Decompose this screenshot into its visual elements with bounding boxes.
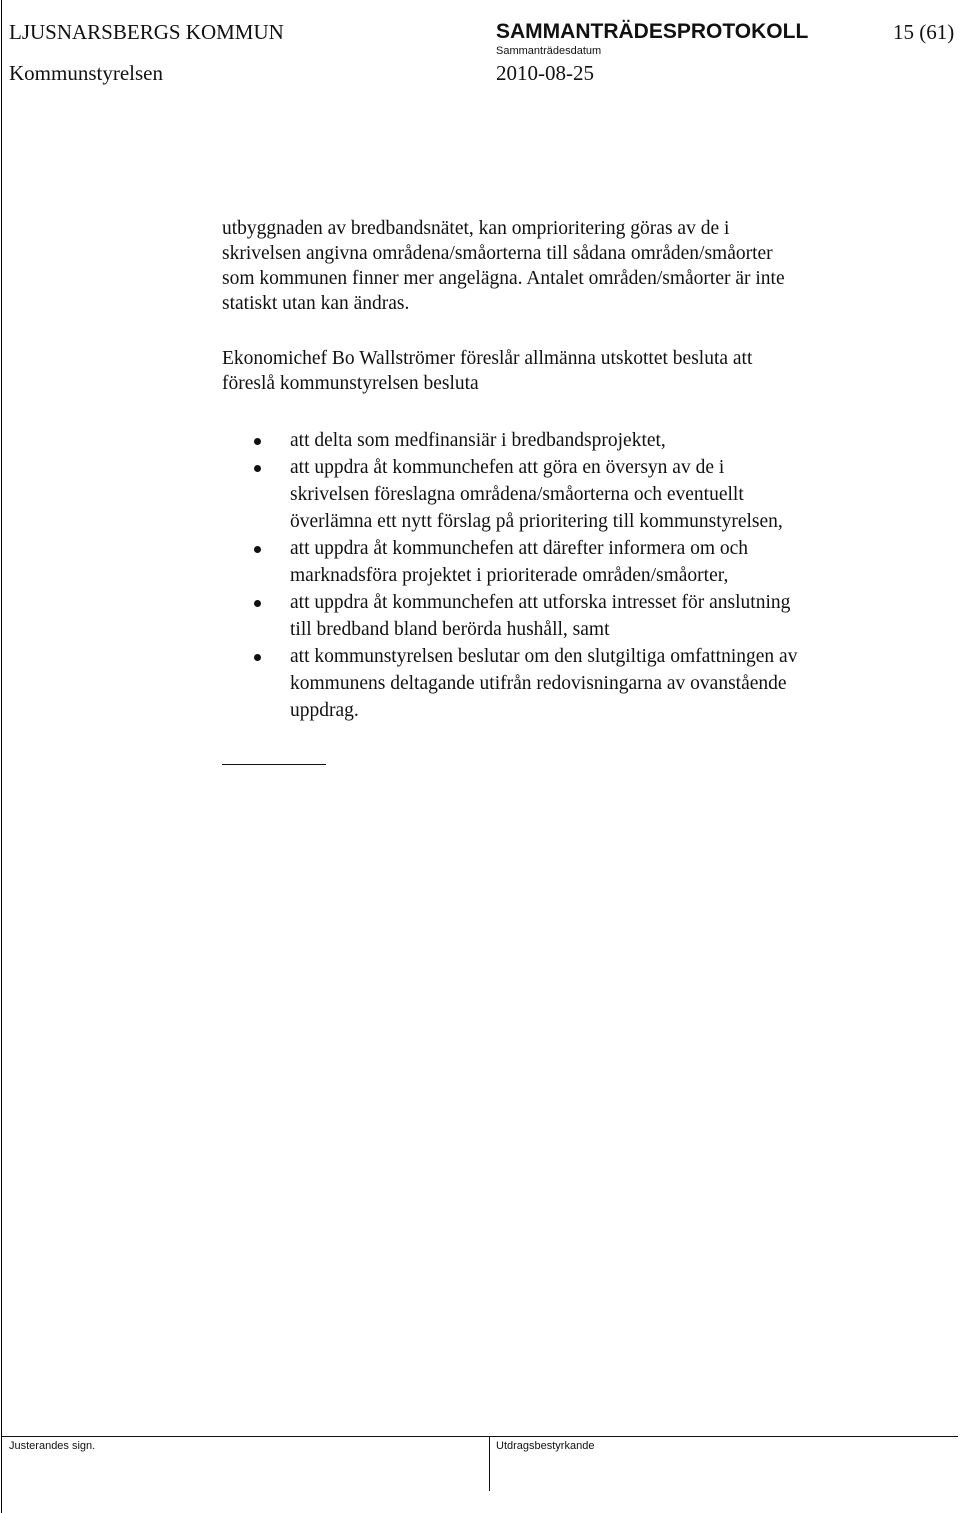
bullet-icon bbox=[254, 438, 261, 445]
decision-line: uppdrag. bbox=[290, 700, 359, 721]
document-type-title: SAMMANTRÄDESPROTOKOLL bbox=[496, 20, 809, 43]
section-end-rule bbox=[222, 764, 326, 765]
paragraph-line: statiskt utan kan ändras. bbox=[222, 293, 410, 314]
decision-line: att delta som medfinansiär i bredbandsprojektet, bbox=[290, 430, 666, 451]
decision-line: att uppdra åt kommunchefen att utforska intresset för anslutning bbox=[290, 592, 791, 613]
signature-label: Justerandes sign. bbox=[9, 1440, 96, 1452]
paragraph-line: föreslå kommunstyrelsen besluta bbox=[222, 373, 479, 394]
bullet-icon bbox=[254, 465, 261, 472]
paragraph-proposal bbox=[222, 346, 922, 396]
decision-line: överlämna ett nytt förslag på prioritering till kommunstyrelsen, bbox=[290, 511, 783, 532]
certification-label: Utdragsbestyrkande bbox=[496, 1440, 595, 1452]
decision-item bbox=[222, 535, 797, 589]
bullet-icon bbox=[254, 600, 261, 607]
decision-line: marknadsföra projektet i prioriterade områden/småorter, bbox=[290, 565, 729, 586]
decision-item bbox=[222, 643, 797, 724]
paragraph-line: utbyggnaden av bredbandsnätet, kan omprioritering göras av de i bbox=[222, 218, 730, 239]
decision-item bbox=[222, 427, 797, 454]
meeting-date: 2010-08-25 bbox=[496, 61, 594, 85]
decision-list bbox=[222, 427, 797, 724]
decision-line: att uppdra åt kommunchefen att göra en översyn av de i bbox=[290, 457, 725, 478]
committee-name: Kommunstyrelsen bbox=[9, 61, 163, 85]
page-left-border bbox=[1, 0, 2, 1513]
decision-line: skrivelsen föreslagna områdena/småorterna och eventuellt bbox=[290, 484, 744, 505]
decision-line: till bredband bland berörda hushåll, samt bbox=[290, 619, 610, 640]
decision-line: att kommunstyrelsen beslutar om den slutgiltiga omfattningen av bbox=[290, 646, 798, 667]
bullet-icon bbox=[254, 546, 261, 553]
paragraph-line: Ekonomichef Bo Wallströmer föreslår allmänna utskottet besluta att bbox=[222, 348, 753, 369]
organization-name: LJUSNARSBERGS KOMMUN bbox=[9, 20, 284, 44]
decision-line: kommunens deltagande utifrån redovisningarna av ovanstående bbox=[290, 673, 787, 694]
decision-item bbox=[222, 454, 797, 535]
meeting-date-label: Sammanträdesdatum bbox=[496, 45, 602, 57]
decision-line: att uppdra åt kommunchefen att därefter informera om och bbox=[290, 538, 749, 559]
bullet-icon bbox=[254, 654, 261, 661]
decision-item bbox=[222, 589, 797, 643]
footer-rule bbox=[2, 1436, 958, 1437]
paragraph-intro bbox=[222, 216, 922, 316]
paragraph-line: som kommunen finner mer angelägna. Antalet områden/småorter är inte bbox=[222, 268, 785, 289]
footer-divider bbox=[489, 1437, 490, 1491]
page-number: 15 (61) bbox=[893, 20, 955, 44]
paragraph-line: skrivelsen angivna områdena/småorterna till sådana områden/småorter bbox=[222, 243, 773, 264]
